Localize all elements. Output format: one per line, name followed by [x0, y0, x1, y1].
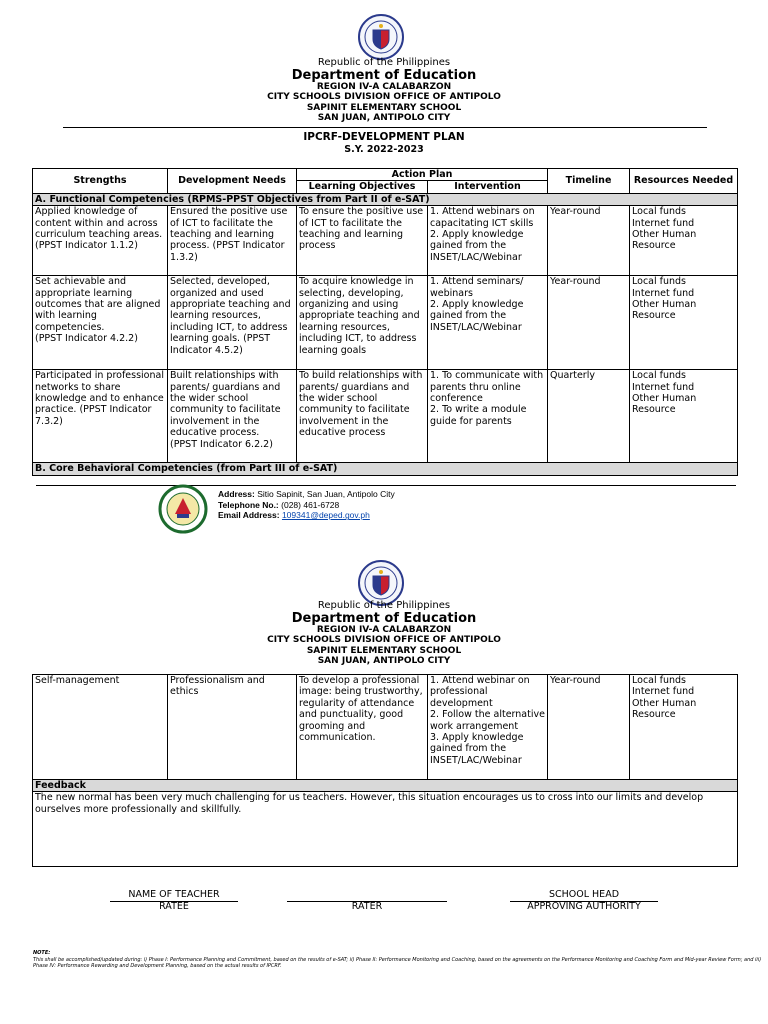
- republic-label: Republic of the Philippines: [317, 600, 451, 611]
- region-label: REGION IV-A CALABARZON: [316, 82, 452, 92]
- header-divider: [63, 127, 707, 128]
- teacher-name: NAME OF TEACHER: [128, 889, 220, 900]
- timeline-cell: Year-round: [548, 276, 630, 370]
- strength-cell: Applied knowledge of content within and across curriculum teaching areas. (PPST Indicator 1.1.2): [33, 206, 168, 276]
- intervention-cell: 1. Attend webinar on professional development 2. Follow the alternative work arrangement 3. Apply knowledge gained from the INSET/LAC/Webinar: [428, 675, 548, 780]
- strength-cell: Participated in professional networks to share knowledge and to enhance practice. (PPST Indicator 7.3.2): [33, 370, 168, 463]
- ratee-label: RATEE: [110, 901, 238, 913]
- note-text: This shall be accomplished/updated during: i) Phase I: Performance Planning and Commitment, based on the results of e-SAT; ii) Phase II: Performance Monitoring and Coaching, based on the agreements on the Performance Monitoring and Coaching Form and Mid-year Review Form; and iii) Phase IV: Performance Rewarding and Development Planning, based on the actual results of IPCRF.: [33, 956, 762, 969]
- section-b-heading: B. Core Behavioral Competencies (from Part III of e-SAT): [33, 463, 738, 475]
- table-row: [33, 675, 738, 780]
- need-cell: Ensured the positive use of ICT to facilitate the teaching and learning process. (PPST Indicator 1.3.2): [168, 206, 297, 276]
- republic-label: Republic of the Philippines: [317, 57, 451, 68]
- need-cell: Selected, developed, organized and used appropriate teaching and learning resources, including ICT, to address learning goals. (PPST Indicator 4.5.2): [168, 276, 297, 370]
- school-contact-block: [218, 489, 395, 521]
- strength-cell: Self-management: [33, 675, 168, 780]
- department-title: Department of Education: [291, 68, 477, 83]
- objective-cell: To ensure the positive use of ICT to facilitate the teaching and learning process: [297, 206, 428, 276]
- school-head-signature-block: [510, 890, 658, 913]
- department-title: Department of Education: [291, 611, 477, 626]
- division-label: CITY SCHOOLS DIVISION OFFICE OF ANTIPOLO: [267, 635, 501, 645]
- region-label: REGION IV-A CALABARZON: [316, 625, 452, 635]
- col-development-needs: Development Needs: [168, 169, 297, 194]
- footer-divider: [36, 485, 736, 486]
- col-timeline: Timeline: [548, 169, 630, 194]
- resources-cell: Local funds Internet fund Other Human Resource: [630, 276, 738, 370]
- resources-cell: Local funds Internet fund Other Human Resource: [630, 206, 738, 276]
- feedback-heading: Feedback: [33, 780, 738, 792]
- deped-seal-icon: [358, 14, 404, 60]
- rater-signature-block: [287, 890, 447, 913]
- timeline-cell: Year-round: [548, 675, 630, 780]
- behavioral-competencies-table: [32, 674, 738, 867]
- col-action-plan: Action Plan: [297, 169, 548, 181]
- footnote: [33, 950, 763, 970]
- table-row: [33, 370, 738, 463]
- intervention-cell: 1. Attend webinars on capacitating ICT skills 2. Apply knowledge gained from the INSET/LAC/Webinar: [428, 206, 548, 276]
- table-row: [33, 276, 738, 370]
- need-cell: Built relationships with parents/ guardians and the wider school community to facilitate involvement in the educative process. (PPST Indicator 6.2.2): [168, 370, 297, 463]
- objective-cell: To acquire knowledge in selecting, developing, organizing and using appropriate teaching and learning resources, including ICT, to address learning goals: [297, 276, 428, 370]
- resources-cell: Local funds Internet fund Other Human Resource: [630, 370, 738, 463]
- telephone-label: Telephone No.:: [218, 499, 279, 510]
- feedback-text: The new normal has been very much challenging for us teachers. However, this situation encourages us to cross into our limits and develop ourselves more professionally and skillfully.: [33, 792, 738, 867]
- objective-cell: To develop a professional image: being trustworthy, regularity of attendance and punctuality, good grooming and communication.: [297, 675, 428, 780]
- school-label: SAPINIT ELEMENTARY SCHOOL: [306, 646, 462, 656]
- document-title: IPCRF-DEVELOPMENT PLAN: [303, 131, 465, 143]
- objective-cell: To build relationships with parents/ guardians and the wider school community to facilitate involvement in the educative process: [297, 370, 428, 463]
- strength-cell: Set achievable and appropriate learning outcomes that are aligned with learning competencies. (PPST Indicator 4.2.2): [33, 276, 168, 370]
- telephone-value: (028) 461-6728: [281, 499, 340, 510]
- col-resources: Resources Needed: [630, 169, 738, 194]
- intervention-cell: 1. Attend seminars/ webinars 2. Apply knowledge gained from the INSET/LAC/Webinar: [428, 276, 548, 370]
- rater-label: RATER: [287, 901, 447, 913]
- school-year: S.Y. 2022-2023: [344, 144, 424, 155]
- intervention-cell: 1. To communicate with parents thru online conference 2. To write a module guide for parents: [428, 370, 548, 463]
- location-label: SAN JUAN, ANTIPOLO CITY: [317, 113, 451, 123]
- need-cell: Professionalism and ethics: [168, 675, 297, 780]
- section-a-heading: A. Functional Competencies (RPMS-PPST Objectives from Part II of e-SAT): [33, 193, 738, 205]
- col-learning-objectives: Learning Objectives: [297, 181, 428, 193]
- email-label: Email Address:: [218, 510, 280, 521]
- address-label: Address:: [218, 489, 255, 499]
- teacher-signature-block: [110, 890, 238, 913]
- division-label: CITY SCHOOLS DIVISION OFFICE OF ANTIPOLO: [267, 92, 501, 102]
- school-seal-icon: [153, 484, 213, 534]
- note-label: NOTE:: [33, 950, 51, 956]
- address-value: Sitio Sapinit, San Juan, Antipolo City: [257, 489, 395, 499]
- approving-authority-label: APPROVING AUTHORITY: [510, 901, 658, 913]
- email-link[interactable]: 109341@deped.gov.ph: [281, 510, 370, 521]
- school-label: SAPINIT ELEMENTARY SCHOOL: [306, 103, 462, 113]
- col-intervention: Intervention: [428, 181, 548, 193]
- timeline-cell: Year-round: [548, 206, 630, 276]
- col-strengths: Strengths: [33, 169, 168, 194]
- resources-cell: Local funds Internet fund Other Human Resource: [630, 675, 738, 780]
- timeline-cell: Quarterly: [548, 370, 630, 463]
- table-row: [33, 206, 738, 276]
- location-label: SAN JUAN, ANTIPOLO CITY: [317, 656, 451, 666]
- school-head-name: SCHOOL HEAD: [548, 889, 620, 900]
- development-plan-table: [32, 168, 738, 476]
